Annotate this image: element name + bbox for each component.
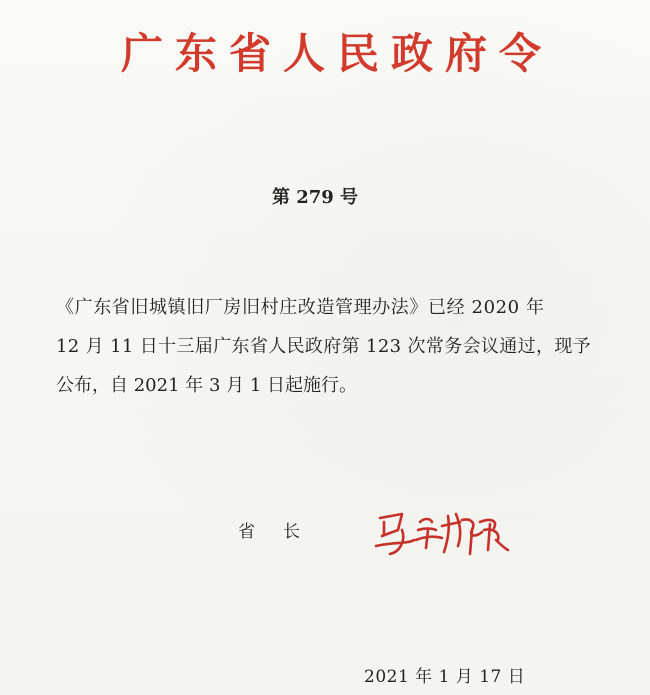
document-body xyxy=(56,288,616,405)
document-title: 广东省人民政府令 xyxy=(120,29,553,78)
body-line: 《广东省旧城镇旧厂房旧村庄改造管理办法》已经 2020 年 xyxy=(56,297,545,318)
body-line: 公布，自 2021 年 3 月 1 日起施行。 xyxy=(56,375,358,396)
handwritten-signature xyxy=(372,500,512,570)
signer-title: 省长 xyxy=(238,522,328,542)
body-line: 12 月 11 日十三届广东省人民政府第 123 次常务会议通过，现予 xyxy=(56,336,592,357)
document-date: 2021 年 1 月 17 日 xyxy=(364,667,526,687)
order-number: 第 279 号 xyxy=(271,187,359,208)
